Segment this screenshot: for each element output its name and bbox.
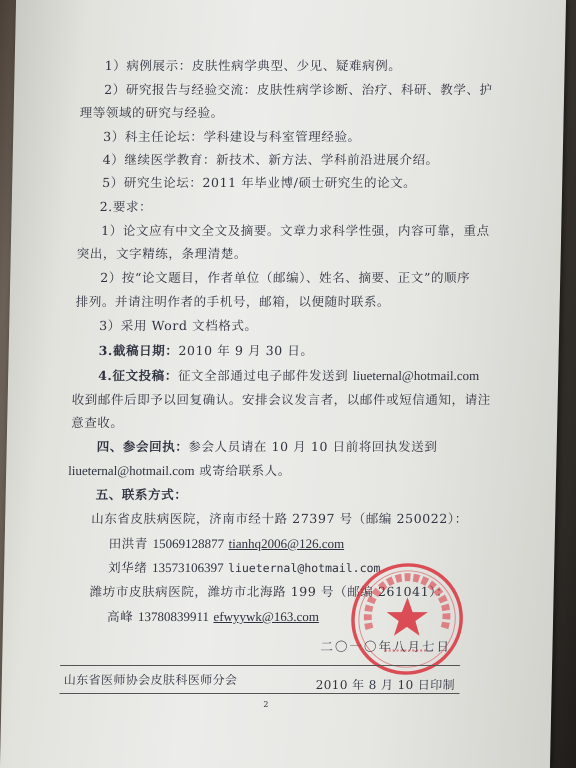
requirement-2-cont: 排列。并请注明作者的手机号，邮箱，以便随时联系。 [75, 294, 391, 309]
list-item-cme: 4）继续医学教育：新技术、新方法、学科前沿进展介绍。 [102, 152, 439, 167]
footer-top-rule [60, 665, 460, 666]
contact-name: 高峰 [106, 609, 134, 624]
requirement-2: 2）按“论文题目，作者单位（邮编）、姓名、摘要、正文”的顺序 [100, 270, 471, 285]
reply-line-2 [68, 461, 291, 479]
contact-phone: 15069128877 [152, 536, 225, 551]
section-requirements-heading: 2.要求： [99, 199, 153, 214]
contact-phone: 13573106397 [151, 560, 224, 575]
footer-print-date: 2010 年 8 月 10 日印制 [315, 678, 456, 692]
official-seal-icon [347, 560, 467, 678]
list-item-case-display: 1）病例展示：皮肤性病学典型、少见、疑难病例。 [104, 58, 402, 73]
contact-email-link[interactable]: liueternal@hotmail.com [227, 561, 381, 575]
signature-date: 二〇一〇年八月七日 [320, 639, 452, 654]
contact-row-gao [107, 607, 319, 625]
list-item-research-report: 2）研究报告与经验交流：皮肤性病学诊断、治疗、科研、教学、护 [104, 82, 493, 97]
list-item-director-forum: 3）科主任论坛：学科建设与科室管理经验。 [103, 129, 361, 144]
requirement-1-cont: 突出，文字精练，条理清楚。 [76, 246, 248, 261]
contact-email-link[interactable]: tianhq2006@126.com [228, 536, 345, 551]
deadline-value: 2010 年 9 月 30 日。 [178, 343, 314, 358]
reply-email-link[interactable]: liueternal@hotmail.com [68, 463, 195, 478]
org-shandong-hospital: 山东省皮肤病医院，济南市经十路 27397 号（邮编 250022）： [91, 511, 468, 526]
contact-row-tian [108, 534, 344, 552]
submission-line [98, 366, 479, 384]
submission-line-3: 意查收。 [71, 415, 124, 430]
submission-label: 4.征文投稿： [98, 368, 179, 383]
contact-phone: 13780839911 [137, 609, 210, 624]
deadline-label: 3.截稿日期： [98, 343, 179, 358]
requirement-1: 1）论文应有中文全文及摘要。文章力求科学性强，内容可靠，重点 [101, 223, 490, 238]
reply-label: 四、参会回执： [96, 439, 189, 454]
reply-line [97, 437, 438, 455]
submission-email-link[interactable]: liueternal@hotmail.com [352, 368, 480, 383]
submission-text: 征文全部通过电子邮件发送到 [177, 368, 349, 383]
reply-tail: 或寄给联系人。 [199, 463, 292, 478]
page-number: 2 [263, 700, 269, 709]
contact-row-liu [108, 558, 381, 576]
contact-name: 刘华绪 [107, 560, 148, 575]
list-item-research-report-cont: 理等领域的研究与经验。 [79, 105, 224, 120]
submission-line-2: 收到邮件后即予以回复确认。安排会议发言者，以邮件或短信通知，请注 [71, 392, 492, 407]
list-item-grad-forum: 5）研究生论坛：2011 年毕业博/硕士研究生的论文。 [102, 175, 417, 190]
requirement-3: 3）采用 Word 文档格式。 [99, 318, 258, 333]
footer-org: 山东省医师协会皮肤科医师分会 [63, 673, 238, 687]
reply-text: 参会人员请在 10 月 10 日前将回执发送到 [188, 439, 438, 454]
org-weifang-hospital: 潍坊市皮肤病医院，潍坊市北海路 199 号（邮编 261041）： [89, 584, 450, 599]
contact-name: 田洪青 [108, 536, 149, 551]
contact-email-link[interactable]: efwyywk@163.com [213, 609, 320, 624]
deadline-line [99, 341, 314, 359]
contact-heading: 五、联系方式： [95, 487, 188, 502]
footer-bottom-rule [60, 693, 460, 694]
